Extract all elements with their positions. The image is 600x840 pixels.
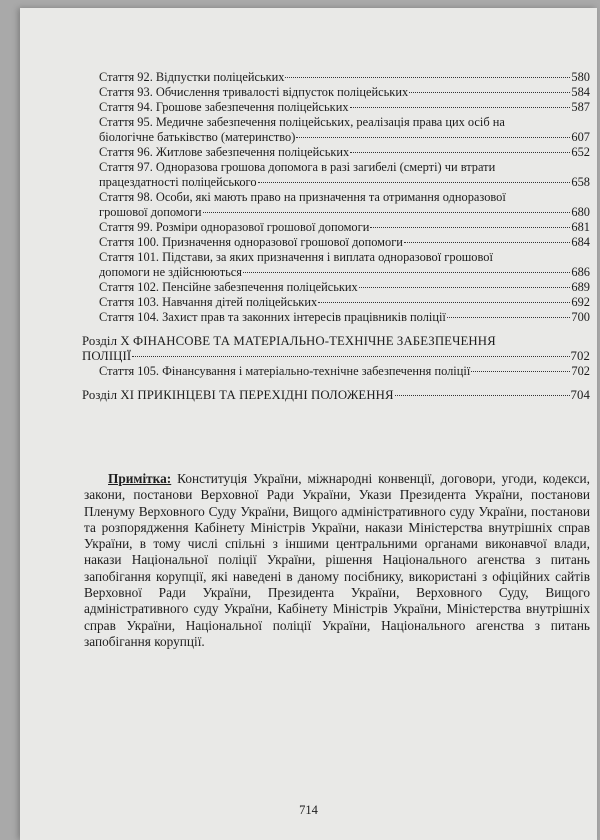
toc-entry-title: Стаття 92. Відпустки поліцейських (99, 70, 285, 84)
toc-entry (82, 85, 590, 100)
toc-page-number: 702 (570, 349, 590, 363)
note-paragraph (84, 471, 590, 650)
toc-entry-line (99, 364, 590, 379)
toc-page-number: 692 (571, 295, 590, 309)
toc-entry-title: Стаття 104. Захист прав та законних інтересів працівників поліції (99, 310, 446, 324)
toc-section (82, 334, 590, 364)
toc-entry-title: працездатності поліцейського (99, 175, 257, 189)
dot-leader (350, 107, 571, 108)
table-of-contents (82, 70, 590, 403)
toc-entry-line (99, 175, 590, 190)
toc-entry-line (99, 100, 590, 115)
toc-page-number: 686 (571, 265, 590, 279)
toc-page-number: 702 (571, 364, 590, 378)
toc-entry-line (99, 265, 590, 280)
note-label: Примітка: (108, 471, 172, 486)
toc-entry (82, 364, 590, 379)
dot-leader (258, 182, 571, 183)
toc-entry-title-line: Стаття 97. Одноразова грошова допомога в разі загибелі (смерті) чи втрати (99, 160, 496, 174)
toc-entry-line (99, 310, 590, 325)
toc-page-number: 587 (571, 100, 590, 114)
toc-page-number: 584 (571, 85, 590, 99)
dot-leader (471, 371, 570, 372)
toc-entry-title: грошової допомоги (99, 205, 202, 219)
toc-entry (82, 70, 590, 85)
toc-entry (82, 220, 590, 235)
toc-entry-title-line: Стаття 95. Медичне забезпечення поліцейських, реалізація права цих осіб на (99, 115, 505, 129)
toc-entry (82, 250, 590, 280)
toc-entry-line (99, 235, 590, 250)
toc-entry-line (99, 85, 590, 100)
toc-entry-line (99, 145, 590, 160)
toc-entry-title: Стаття 103. Навчання дітей поліцейських (99, 295, 318, 309)
toc-entry-title: Стаття 100. Призначення одноразової грошової допомоги (99, 235, 403, 249)
toc-page-number: 658 (571, 175, 590, 189)
toc-entry-line (99, 280, 590, 295)
toc-entry (82, 310, 590, 325)
toc-page-number: 607 (571, 130, 590, 144)
note-text: Конституція України, міжнародні конвенції, договори, угоди, кодекси, закони, постанови Верховної Ради України, Укази Президента України, постанови Пленуму Верховного Суду України, Вищого адміністративного суду України, постанови та розпорядження Кабінету Міністрів України, накази Міністерства внутрішніх справ України, в тому числі спільні з іншими центральними органами виконавчої влади, накази Національної поліції України, рішення Національного агенства з питань запобігання корупції, які наведені в даному посібнику, використані з офіційних сайтів Верховної Ради України, Президента України, Верховного Суду, Вищого адміністративного суду України, Кабінету Міністрів України, Міністерства внутрішніх справ України, Національної поліції України, Національного агенства з питань запобігання корупції. (84, 471, 590, 649)
toc-entry-title-line: Розділ X ФІНАНСОВЕ ТА МАТЕРІАЛЬНО-ТЕХНІЧНЕ ЗАБЕЗПЕЧЕННЯ (82, 334, 496, 348)
toc-entry-title: Стаття 105. Фінансування і матеріально-технічне забезпечення поліції (99, 364, 471, 378)
toc-entry-title: Стаття 99. Розміри одноразової грошової допомоги (99, 220, 370, 234)
toc-entry-title: Розділ XI ПРИКІНЦЕВІ ТА ПЕРЕХІДНІ ПОЛОЖЕННЯ (82, 388, 394, 402)
toc-entry (82, 145, 590, 160)
dot-leader (203, 212, 571, 213)
dot-leader (447, 317, 571, 318)
dot-leader (395, 395, 570, 396)
dot-leader (404, 242, 570, 243)
toc-page-number: 700 (571, 310, 590, 324)
page-number: 714 (299, 803, 318, 817)
toc-entry-line (82, 349, 590, 364)
toc-page-number: 580 (571, 70, 590, 84)
toc-entry-line (99, 220, 590, 235)
toc-entry (82, 295, 590, 310)
toc-entry (82, 190, 590, 220)
toc-entry-title: Стаття 96. Житлове забезпечення поліцейських (99, 145, 350, 159)
dot-leader (132, 356, 569, 357)
toc-entry-line (99, 205, 590, 220)
toc-page-number: 680 (571, 205, 590, 219)
toc-page-number: 681 (571, 220, 590, 234)
toc-entry-line (99, 130, 590, 145)
dot-leader (359, 287, 571, 288)
toc-page-number: 652 (571, 145, 590, 159)
toc-entry-line (99, 295, 590, 310)
toc-entry (82, 100, 590, 115)
toc-page-number: 704 (570, 388, 590, 402)
toc-entry-title: ПОЛІЦІЇ (82, 349, 132, 363)
toc-entry-title: Стаття 94. Грошове забезпечення поліцейських (99, 100, 349, 114)
toc-entry (82, 280, 590, 295)
toc-entry (82, 160, 590, 190)
toc-entry (82, 115, 590, 145)
toc-page-number: 684 (571, 235, 590, 249)
toc-entry-title: допомоги не здійснюються (99, 265, 242, 279)
dot-leader (243, 272, 570, 273)
dot-leader (296, 137, 570, 138)
book-page (20, 8, 597, 840)
toc-entry-title: Стаття 102. Пенсійне забезпечення поліцейських (99, 280, 358, 294)
toc-entry-line (99, 70, 590, 85)
dot-leader (370, 227, 570, 228)
toc-entry-title: біологічне батьківство (материнство) (99, 130, 296, 144)
toc-section (82, 388, 590, 403)
toc-entry-line (82, 388, 590, 403)
toc-entry-title-line: Стаття 98. Особи, які мають право на призначення та отримання одноразової (99, 190, 506, 204)
toc-page-number: 689 (571, 280, 590, 294)
toc-entry-title: Стаття 93. Обчислення тривалості відпусток поліцейських (99, 85, 409, 99)
toc-entry (82, 235, 590, 250)
dot-leader (285, 77, 570, 78)
dot-leader (318, 302, 570, 303)
toc-entry-title-line: Стаття 101. Підстави, за яких призначення і виплата одноразової грошової (99, 250, 493, 264)
dot-leader (350, 152, 570, 153)
dot-leader (409, 92, 570, 93)
